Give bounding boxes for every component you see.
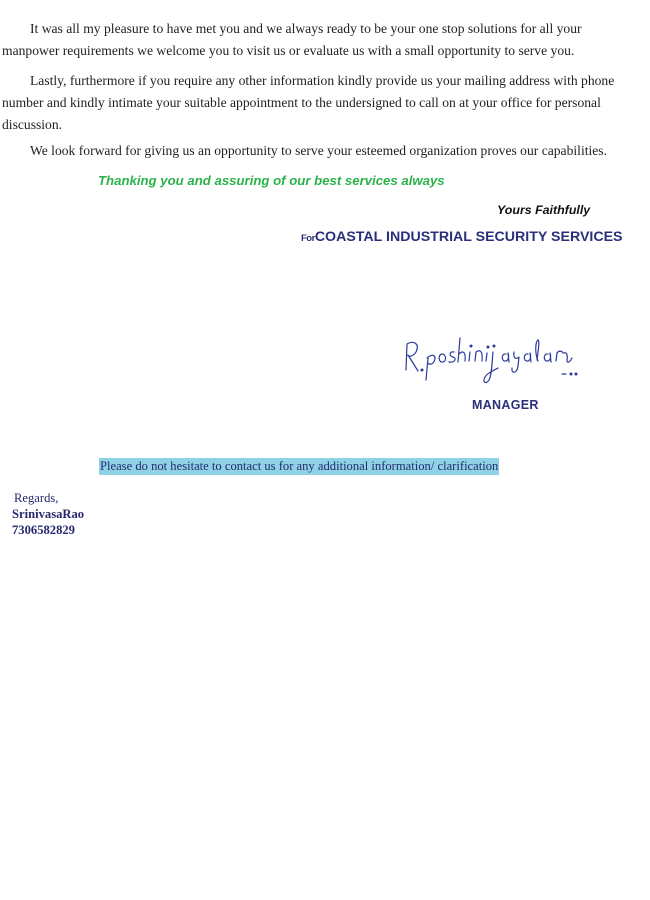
handwritten-signature bbox=[398, 330, 583, 392]
closing-salutation: Yours Faithfully bbox=[497, 203, 591, 217]
body-paragraph-2: Lastly, furthermore if you require any other information kindly provide us your mailing address with phone number and kindly intimate your suitable appointment to the undersigned to call on at your office for personal discussion. bbox=[2, 73, 615, 132]
thanks-line: Thanking you and assuring of our best services always bbox=[98, 173, 445, 188]
sender-phone: 7306582829 bbox=[12, 523, 75, 537]
sender-name: SrinivasaRao bbox=[12, 507, 85, 521]
contact-note-highlight: Please do not hesitate to contact us for any additional information/ clarification bbox=[100, 459, 499, 473]
signatory-title: MANAGER bbox=[472, 398, 539, 412]
regards-text: Regards, bbox=[14, 491, 59, 505]
body-paragraph-1: It was all my pleasure to have met you and we always ready to be your one stop solutions for all your manpower requirements we welcome you to visit us or evaluate us with a small opportunity to serve you. bbox=[2, 21, 582, 58]
company-signature-line bbox=[301, 228, 623, 246]
sender-block bbox=[12, 490, 84, 538]
for-prefix: For bbox=[301, 233, 315, 244]
company-name: COASTAL INDUSTRIAL SECURITY SERVICES bbox=[314, 229, 623, 245]
body-paragraph-3: We look forward for giving us an opportunity to serve your esteemed organization proves our capabilities. bbox=[30, 143, 607, 158]
